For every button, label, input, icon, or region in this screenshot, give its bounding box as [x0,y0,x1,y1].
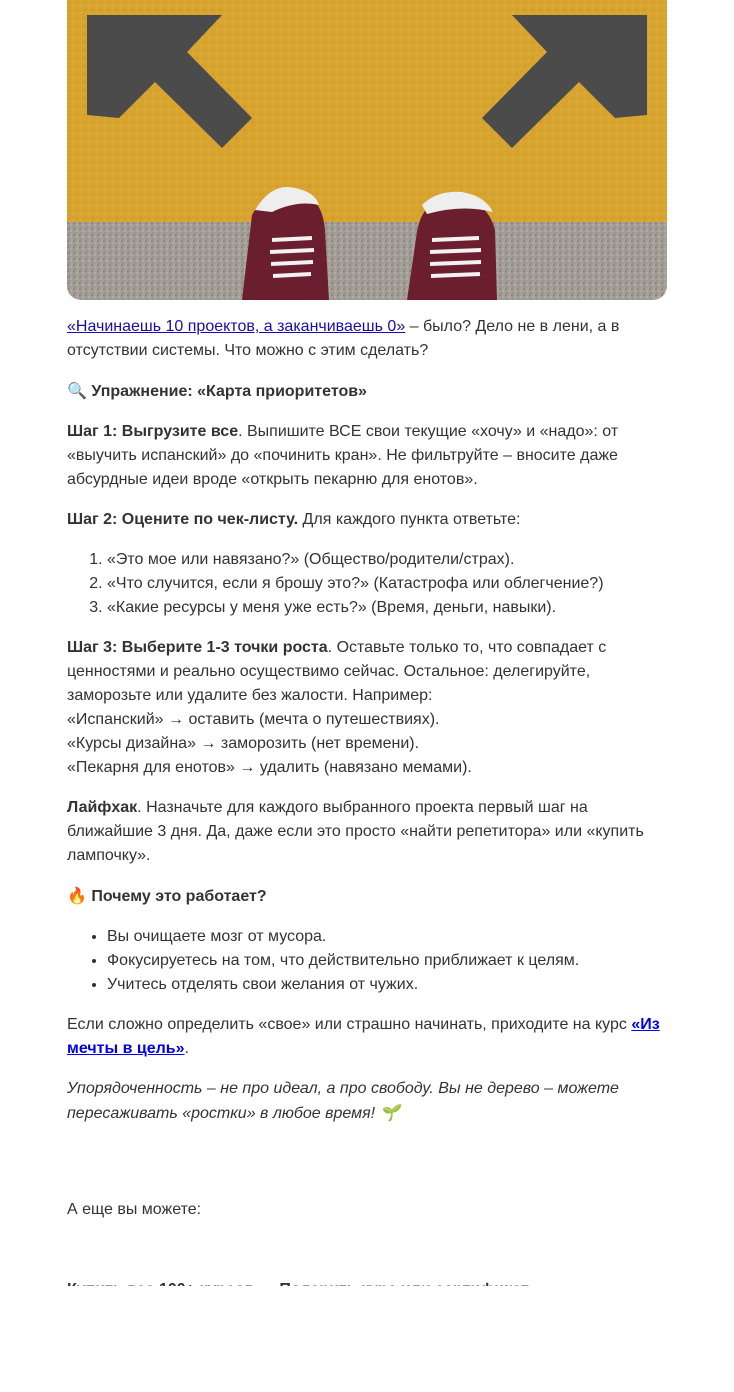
course-paragraph [67,1013,667,1061]
more-actions [67,1238,667,1298]
magnifier-icon: 🔍 [67,381,87,400]
list-item: • Фокусируетесь на том, что действительно приближает к целям. [107,949,667,973]
course-link-label: «Из мечты в цель» [67,1016,660,1057]
step1-text: . Выпишите ВСЕ свои текущие «хочу» и «надо»: от «выучить испанский» до «починить кран». Не фильтруйте – вносите даже абсурдные идеи вроде «открыть пекарню для енотов». [67,423,619,488]
list-item: • Учитесь отделять свои желания от чужих. [107,973,667,997]
fire-icon: 🔥 [67,886,87,905]
course-end: . [184,1040,189,1057]
hero-image [67,0,667,300]
intro-text: – было? Дело не в лени, а в отсутствии системы. Что можно с этим сделать? [67,318,620,359]
course-text: Если сложно определить «свое» или страшно начинать, приходите на курс [67,1016,632,1033]
clip-mask [67,1286,667,1298]
step2-list [67,548,667,620]
closing-quote [67,1077,667,1126]
step3-text: . Оставьте только то, что совпадает с ценностями и реально осуществимо сейчас. Остальное: делегируйте, заморозьте или удалите без жалости. Например: [67,639,607,704]
lifehack-paragraph [67,796,667,868]
lifehack-text: . Назначьте для каждого выбранного проекта первый шаг на ближайшие 3 дня. Да, даже если это просто «найти репетитора» или «купить лампочку». [67,799,644,864]
why-list [67,925,667,997]
step3-paragraph [67,636,667,780]
exercise-heading [67,379,667,404]
step2-text: Для каждого пункта ответьте: [298,511,521,528]
list-item: 2. «Что случится, если я брошу это?» (Катастрофа или облегчение?) [107,572,667,596]
article [67,0,667,1298]
why-title: Почему это работает? [91,888,267,905]
intro-paragraph [67,315,667,363]
more-title: А еще вы можете: [67,1201,202,1218]
step3-example: «Курсы дизайна» → заморозить (нет времени). [67,735,420,752]
list-item: • Вы очищаете мозг от мусора. [107,925,667,949]
list-item: 3. «Какие ресурсы у меня уже есть?» (Время, деньги, навыки). [107,596,667,620]
step3-label: Шаг 3: Выберите 1-3 точки роста [67,639,328,656]
quote-text: Упорядоченность – не про идеал, а про свободу. Вы не дерево – можете пересаживать «ростки» в любое время! [67,1080,619,1122]
step2-paragraph [67,508,667,532]
step3-example: «Испанский» → оставить (мечта о путешествиях). [67,711,440,728]
hero-illustration [67,0,667,300]
seedling-icon: 🌱 [379,1103,400,1122]
why-heading [67,884,667,909]
exercise-title: Упражнение: «Карта приоритетов» [91,383,367,400]
list-item: 1. «Это мое или навязано?» (Общество/родители/страх). [107,548,667,572]
step2-label: Шаг 2: Оцените по чек-листу. [67,511,299,528]
intro-link[interactable]: «Начинаешь 10 проектов, а заканчиваешь 0» [67,318,406,335]
step1-label: Шаг 1: Выгрузите все [67,423,239,440]
step1-paragraph [67,420,667,492]
spacer [67,1142,667,1198]
lifehack-label: Лайфхак [67,799,138,816]
step3-example: «Пекарня для енотов» → удалить (навязано мемами). [67,759,472,776]
